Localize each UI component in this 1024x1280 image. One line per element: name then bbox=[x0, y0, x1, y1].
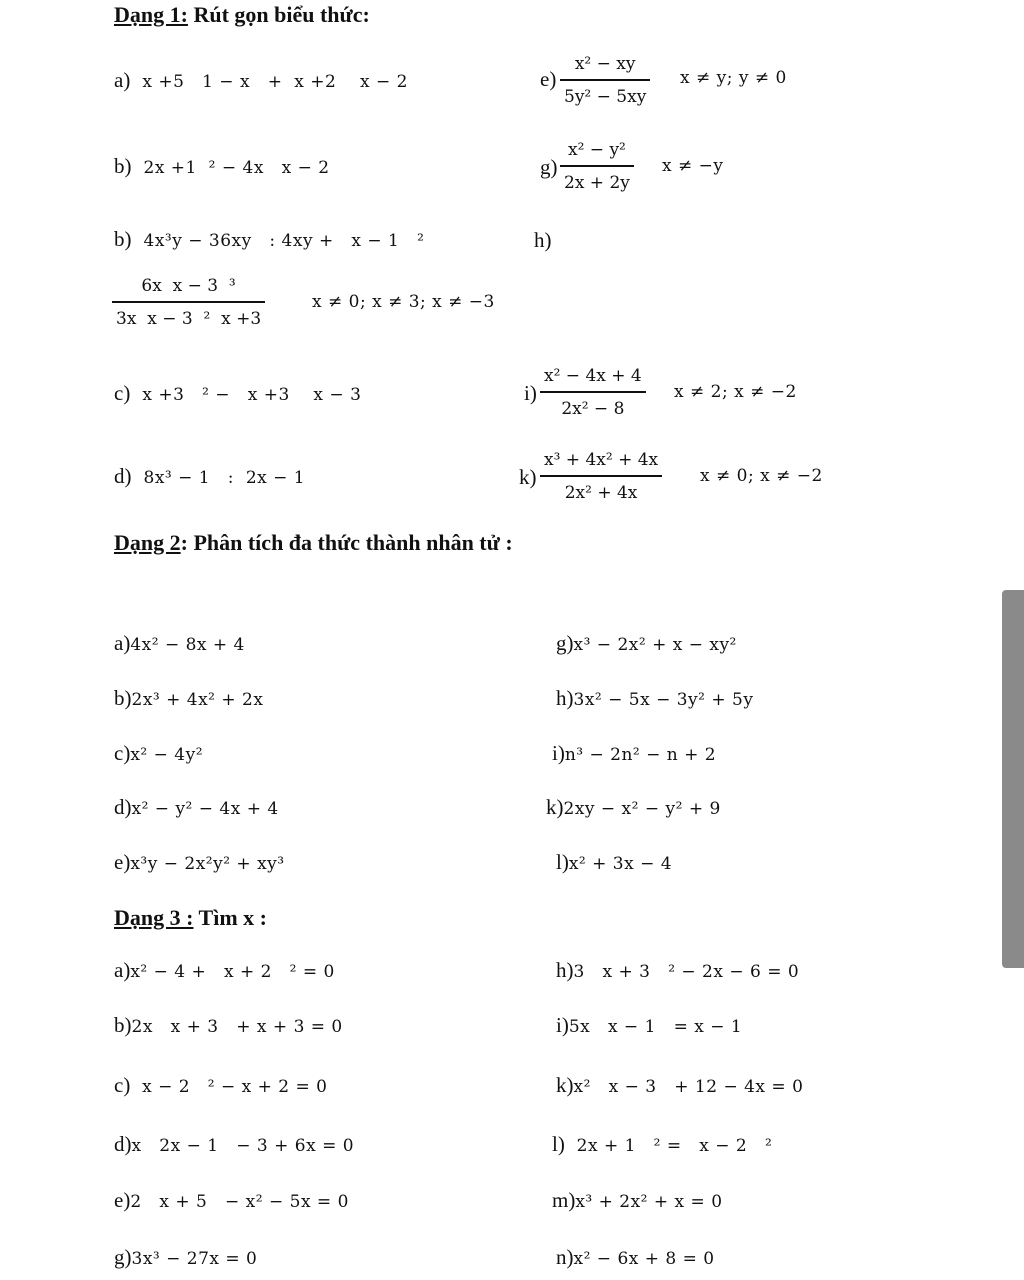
exercise-expression: x² + 3x − 4 bbox=[568, 854, 673, 874]
exercise-expression: x² x − 3 + 12 − 4x = 0 bbox=[573, 1077, 804, 1097]
section-heading-dang-1 bbox=[114, 2, 370, 28]
exercise-1e-fraction bbox=[560, 54, 650, 107]
fraction-bar bbox=[560, 79, 650, 81]
fraction-numerator: 6x x − 3 ³ bbox=[141, 276, 236, 296]
exercise-label: k) bbox=[519, 465, 537, 489]
exercise-label: h) bbox=[556, 686, 574, 710]
exercise-label: e) bbox=[540, 67, 557, 91]
exercise-label: n) bbox=[556, 1245, 574, 1269]
exercise-3m bbox=[552, 1188, 723, 1213]
exercise-label: g) bbox=[556, 631, 574, 655]
exercise-2e bbox=[114, 850, 285, 875]
exercise-label: e) bbox=[114, 1188, 131, 1212]
exercise-expression: x² − 6x + 8 = 0 bbox=[573, 1249, 715, 1269]
exercise-expression: 3 x + 3 ² − 2x − 6 = 0 bbox=[573, 962, 800, 982]
exercise-expression: 4x² − 8x + 4 bbox=[130, 635, 245, 655]
exercise-2d bbox=[114, 795, 279, 820]
exercise-label: l) bbox=[552, 1132, 565, 1156]
exercise-expression: x 2x − 1 − 3 + 6x = 0 bbox=[131, 1136, 355, 1156]
exercise-3n bbox=[556, 1245, 715, 1270]
heading-text: : Phân tích đa thức thành nhân tử : bbox=[180, 530, 513, 555]
vertical-scrollbar-thumb[interactable] bbox=[1002, 590, 1024, 968]
exercise-3g bbox=[114, 1245, 257, 1270]
exercise-expression: 2x x + 3 + x + 3 = 0 bbox=[131, 1017, 343, 1037]
fraction-condition: x ≠ 0; x ≠ 3; x ≠ −3 bbox=[312, 292, 495, 312]
fraction-denominator: 3x x − 3 ² x +3 bbox=[116, 308, 262, 329]
fraction-bar bbox=[112, 301, 265, 303]
exercise-1-fraction bbox=[112, 276, 265, 329]
exercise-expression: 3x² − 5x − 3y² + 5y bbox=[573, 690, 754, 710]
fraction-denominator: 2x + 2y bbox=[564, 172, 630, 193]
section-heading-dang-3 bbox=[114, 905, 267, 931]
exercise-expression: 2x + 1 ² = x − 2 ² bbox=[564, 1136, 773, 1156]
exercise-2h bbox=[556, 686, 753, 711]
exercise-3d bbox=[114, 1132, 354, 1157]
exercise-label: k) bbox=[556, 1073, 574, 1097]
fraction-denominator: 2x² + 4x bbox=[564, 482, 638, 503]
exercise-expression: x³y − 2x²y² + xy³ bbox=[130, 854, 285, 874]
exercise-1c bbox=[114, 381, 361, 406]
heading-label: Dạng 3 : bbox=[114, 905, 194, 930]
heading-label: Dạng 2 bbox=[114, 530, 181, 555]
exercise-label: b) bbox=[114, 1013, 132, 1037]
exercise-1d bbox=[114, 464, 305, 489]
fraction-denominator: 5y² − 5xy bbox=[564, 86, 647, 107]
exercise-label: d) bbox=[114, 464, 132, 488]
fraction-numerator: x² − xy bbox=[574, 54, 636, 74]
exercise-2a bbox=[114, 631, 245, 656]
exercise-2c bbox=[114, 741, 203, 766]
exercise-label: d) bbox=[114, 795, 132, 819]
fraction-bar bbox=[560, 165, 634, 167]
exercise-3c bbox=[114, 1073, 328, 1098]
exercise-expression: x² − y² − 4x + 4 bbox=[131, 799, 279, 819]
fraction-bar bbox=[540, 391, 646, 393]
exercise-expression: 2 x + 5 − x² − 5x = 0 bbox=[130, 1192, 349, 1212]
exercise-2i bbox=[552, 741, 716, 766]
fraction-numerator: x² − 4x + 4 bbox=[544, 366, 642, 386]
fraction-condition: x ≠ −y bbox=[662, 156, 724, 176]
heading-label: Dạng 1: bbox=[114, 2, 188, 27]
exercise-label: c) bbox=[114, 741, 131, 765]
exercise-label: d) bbox=[114, 1132, 132, 1156]
exercise-expression: x +5 1 − x + x +2 x − 2 bbox=[142, 72, 408, 92]
exercise-2k bbox=[546, 795, 721, 820]
fraction-condition: x ≠ y; y ≠ 0 bbox=[680, 68, 787, 88]
exercise-3e bbox=[114, 1188, 349, 1213]
exercise-expression: 5x x − 1 = x − 1 bbox=[568, 1017, 743, 1037]
exercise-label: i) bbox=[552, 741, 565, 765]
exercise-label: b) bbox=[114, 227, 132, 251]
exercise-label: b) bbox=[114, 154, 132, 178]
exercise-label: k) bbox=[546, 795, 564, 819]
exercise-expression: n³ − 2n² − n + 2 bbox=[564, 745, 717, 765]
exercise-label: g) bbox=[540, 155, 558, 179]
exercise-3i bbox=[556, 1013, 742, 1038]
exercise-1i-fraction bbox=[540, 366, 646, 419]
exercise-1b bbox=[114, 154, 330, 179]
exercise-expression: 2xy − x² − y² + 9 bbox=[563, 799, 721, 819]
exercise-3h bbox=[556, 958, 799, 983]
exercise-label: e) bbox=[114, 850, 131, 874]
section-heading-dang-2 bbox=[114, 530, 513, 556]
exercise-2b bbox=[114, 686, 263, 711]
exercise-expression: x − 2 ² − x + 2 = 0 bbox=[130, 1077, 328, 1097]
exercise-label: c) bbox=[114, 1073, 131, 1097]
exercise-expression: x³ − 2x² + x − xy² bbox=[573, 635, 737, 655]
exercise-label: m) bbox=[552, 1188, 576, 1212]
exercise-label: b) bbox=[114, 686, 132, 710]
exercise-1b-2 bbox=[114, 227, 424, 252]
exercise-label: a) bbox=[114, 631, 131, 655]
exercise-1a bbox=[114, 68, 408, 93]
exercise-1g-fraction bbox=[560, 140, 634, 193]
exercise-label: i) bbox=[556, 1013, 569, 1037]
fraction-numerator: x³ + 4x² + 4x bbox=[544, 450, 659, 470]
exercise-expression: 2x³ + 4x² + 2x bbox=[131, 690, 264, 710]
exercise-expression: 8x³ − 1 : 2x − 1 bbox=[143, 468, 306, 488]
exercise-expression: x² − 4y² bbox=[130, 745, 204, 765]
exercise-label: l) bbox=[556, 850, 569, 874]
exercise-1k-fraction bbox=[540, 450, 662, 503]
exercise-label-1h: h) bbox=[534, 228, 552, 252]
exercise-label: h) bbox=[556, 958, 574, 982]
exercise-3k bbox=[556, 1073, 803, 1098]
exercise-label: c) bbox=[114, 381, 131, 405]
exercise-label: i) bbox=[524, 381, 537, 405]
fraction-condition: x ≠ 0; x ≠ −2 bbox=[700, 466, 823, 486]
exercise-expression: x³ + 2x² + x = 0 bbox=[575, 1192, 723, 1212]
heading-text: Tìm x : bbox=[193, 905, 267, 930]
exercise-3b bbox=[114, 1013, 343, 1038]
exercise-label: a) bbox=[114, 68, 131, 92]
exercise-expression: 3x³ − 27x = 0 bbox=[131, 1249, 258, 1269]
fraction-numerator: x² − y² bbox=[568, 140, 626, 160]
exercise-label: a) bbox=[114, 958, 131, 982]
exercise-3l bbox=[552, 1132, 772, 1157]
fraction-bar bbox=[540, 475, 662, 477]
exercise-expression: 2x +1 ² − 4x x − 2 bbox=[143, 158, 330, 178]
exercise-2l bbox=[556, 850, 672, 875]
fraction-denominator: 2x² − 8 bbox=[561, 398, 625, 419]
exercise-label: g) bbox=[114, 1245, 132, 1269]
exercise-expression: x +3 ² − x +3 x − 3 bbox=[142, 385, 362, 405]
exercise-expression: x² − 4 + x + 2 ² = 0 bbox=[130, 962, 335, 982]
fraction-condition: x ≠ 2; x ≠ −2 bbox=[674, 382, 797, 402]
heading-text: Rút gọn biểu thức: bbox=[187, 2, 370, 27]
exercise-3a bbox=[114, 958, 335, 983]
exercise-expression: 4x³y − 36xy : 4xy + x − 1 ² bbox=[143, 231, 425, 251]
exercise-2g bbox=[556, 631, 737, 656]
